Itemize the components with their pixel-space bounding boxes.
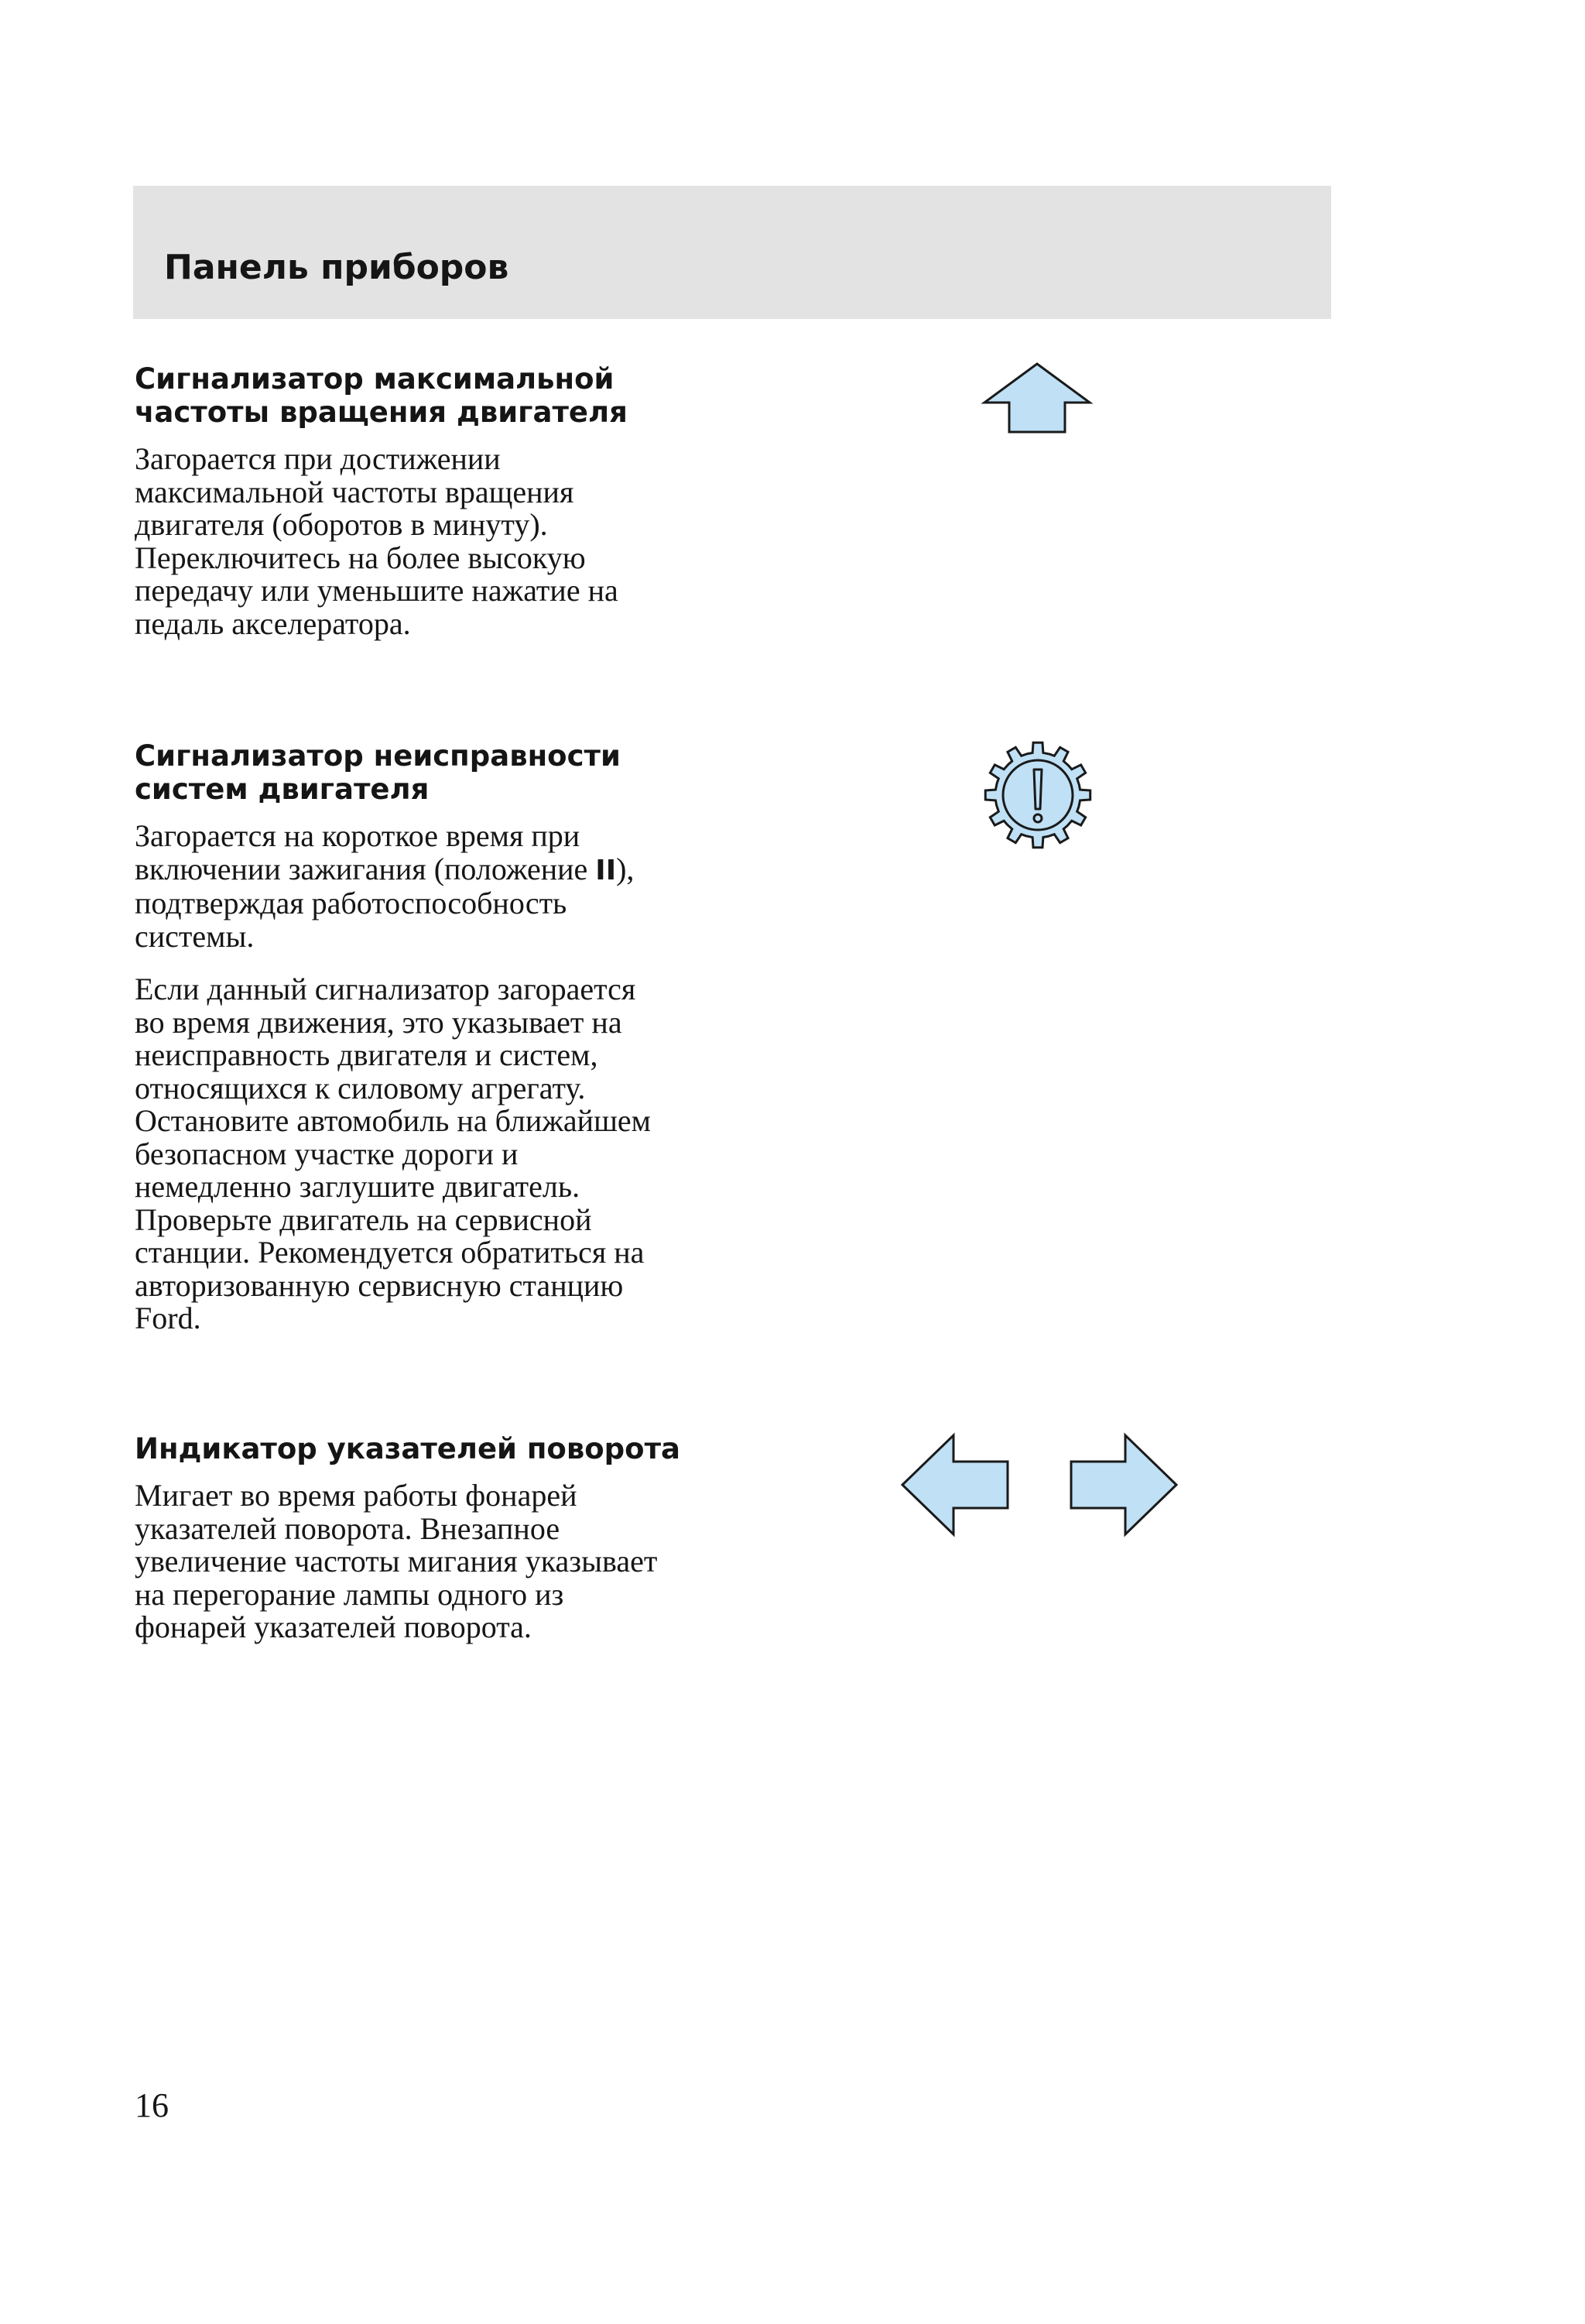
text-line: Загорается на короткое время при xyxy=(135,818,580,853)
text-line: немедленно заглушите двигатель. xyxy=(135,1169,580,1204)
text-line: неисправность двигателя и систем, xyxy=(135,1037,598,1072)
section-turn-signals xyxy=(135,1432,723,1664)
text-line: максимальной частоты вращения xyxy=(135,474,574,509)
section-paragraph xyxy=(135,1479,723,1644)
shift-up-arrow-icon xyxy=(980,361,1094,435)
turn-right-arrow-icon xyxy=(1066,1432,1179,1537)
section-paragraph xyxy=(135,443,723,640)
heading-line: Индикатор указателей поворота xyxy=(135,1432,680,1465)
text-line: передачу или уменьшите нажатие на xyxy=(135,573,618,608)
section-engine-malfunction xyxy=(135,739,723,1356)
section-paragraph xyxy=(135,973,723,1335)
text-line: во время движения, это указывает на xyxy=(135,1004,622,1040)
text-line: включении зажигания (положение xyxy=(135,851,596,886)
section-paragraph xyxy=(135,820,723,953)
section-heading xyxy=(135,362,723,429)
text-line: Ford. xyxy=(135,1301,201,1335)
text-line: Если данный сигнализатор загорается xyxy=(135,972,636,1006)
turn-left-arrow-icon xyxy=(899,1432,1012,1537)
heading-line: Сигнализатор максимальной xyxy=(135,362,614,396)
text-line: авторизованную сервисную станцию xyxy=(135,1267,624,1303)
text-line: подтверждая работоспособность xyxy=(135,886,567,920)
text-line: увеличение частоты мигания указывает xyxy=(135,1544,658,1578)
page-title: Панель приборов xyxy=(164,248,509,287)
text-line: двигателя (оборотов в минуту). xyxy=(135,507,548,542)
text-line: Мигает во время работы фонарей xyxy=(135,1478,577,1513)
ignition-position: II xyxy=(595,854,617,886)
text-line: Проверьте двигатель на сервисной xyxy=(135,1201,592,1237)
text-line: системы. xyxy=(135,918,255,954)
text-line: на перегорание лампы одного из xyxy=(135,1576,564,1612)
text-line: безопасном участке дороги и xyxy=(135,1136,519,1171)
text-line: относящихся к силовому агрегату. xyxy=(135,1070,586,1105)
page-number: 16 xyxy=(135,2086,169,2124)
section-heading xyxy=(135,1432,723,1465)
text-line: Переключитесь на более высокую xyxy=(135,540,586,575)
heading-line: частоты вращения двигателя xyxy=(135,396,628,429)
text-line: Загорается при достижении xyxy=(135,441,501,476)
text-line: указателей поворота. Внезапное xyxy=(135,1510,560,1546)
heading-line: Сигнализатор неисправности xyxy=(135,739,621,773)
text-line: фонарей указателей поворота. xyxy=(135,1609,532,1644)
text-line: педаль акселератора. xyxy=(135,605,411,641)
text-line: ), xyxy=(616,851,635,886)
engine-malfunction-gear-icon xyxy=(980,737,1096,853)
text-line: станции. Рекомендуется обратиться на xyxy=(135,1235,645,1270)
section-shift-indicator xyxy=(135,362,723,660)
heading-line: систем двигателя xyxy=(135,773,430,806)
text-line: Остановите автомобиль на ближайшем xyxy=(135,1103,651,1138)
section-heading xyxy=(135,739,723,806)
section-header-band xyxy=(133,186,1331,319)
